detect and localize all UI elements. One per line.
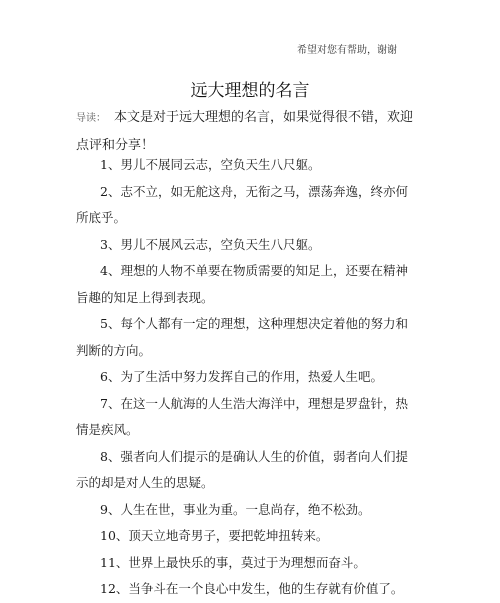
item-text: 男儿不展风云志，空负天生八尺躯。 <box>120 236 321 252</box>
intro-label: 导读： <box>76 113 106 124</box>
item-text: 每个人都有一定的理想，这种理想决定着他的努力和判断的方向。 <box>76 316 408 358</box>
list-item <box>76 364 416 391</box>
item-number: 1、 <box>100 157 121 172</box>
intro-text: 本文是对于远大理想的名言，如果觉得很不错，欢迎点评和分享！ <box>76 110 414 153</box>
item-text: 当争斗在一个良心中发生，他的生存就有价值了。 <box>128 581 404 596</box>
item-number: 3、 <box>100 236 121 252</box>
list-item <box>76 258 416 311</box>
item-number: 10、 <box>100 528 129 543</box>
item-text: 志不立，如无舵这舟，无衔之马，漂荡奔逸，终亦何所底乎。 <box>76 183 408 225</box>
item-number: 9、 <box>100 501 121 517</box>
header-note: 希望对您有帮助，谢谢 <box>297 45 397 56</box>
item-text: 世界上最快乐的事，莫过于为理想而奋斗。 <box>128 554 366 570</box>
document-title: 远大理想的名言 <box>190 81 310 101</box>
list-item <box>76 550 416 577</box>
list-item <box>76 497 416 524</box>
item-number: 8、 <box>100 448 121 464</box>
list-item <box>76 152 416 179</box>
item-number: 11、 <box>100 554 129 570</box>
item-number: 5、 <box>100 316 121 331</box>
item-number: 4、 <box>100 263 121 278</box>
intro-paragraph <box>76 104 416 159</box>
list-item <box>76 444 416 497</box>
list-item <box>76 311 416 364</box>
item-text: 人生在世，事业为重。一息尚存，绝不松劲。 <box>120 501 371 517</box>
quote-list <box>76 152 416 603</box>
list-item <box>76 576 416 603</box>
list-item <box>76 391 416 444</box>
item-number: 2、 <box>100 183 121 199</box>
list-item <box>76 232 416 259</box>
item-number: 7、 <box>100 395 121 411</box>
item-text: 顶天立地奇男子，要把乾坤扭转来。 <box>128 528 329 543</box>
item-number: 6、 <box>100 369 121 384</box>
item-text: 理想的人物不单要在物质需要的知足上，还要在精神旨趣的知足上得到表现。 <box>76 263 408 305</box>
item-text: 在这一人航海的人生浩大海洋中，理想是罗盘针，热情是疾风。 <box>76 395 408 437</box>
item-number: 12、 <box>100 581 129 596</box>
item-text: 男儿不展同云志，空负天生八尺躯。 <box>120 157 321 172</box>
list-item <box>76 179 416 232</box>
list-item <box>76 523 416 550</box>
item-text: 为了生活中努力发挥自己的作用，热爱人生吧。 <box>120 369 383 384</box>
item-text: 强者向人们提示的是确认人生的价值，弱者向人们提示的却是对人生的思疑。 <box>76 448 408 490</box>
